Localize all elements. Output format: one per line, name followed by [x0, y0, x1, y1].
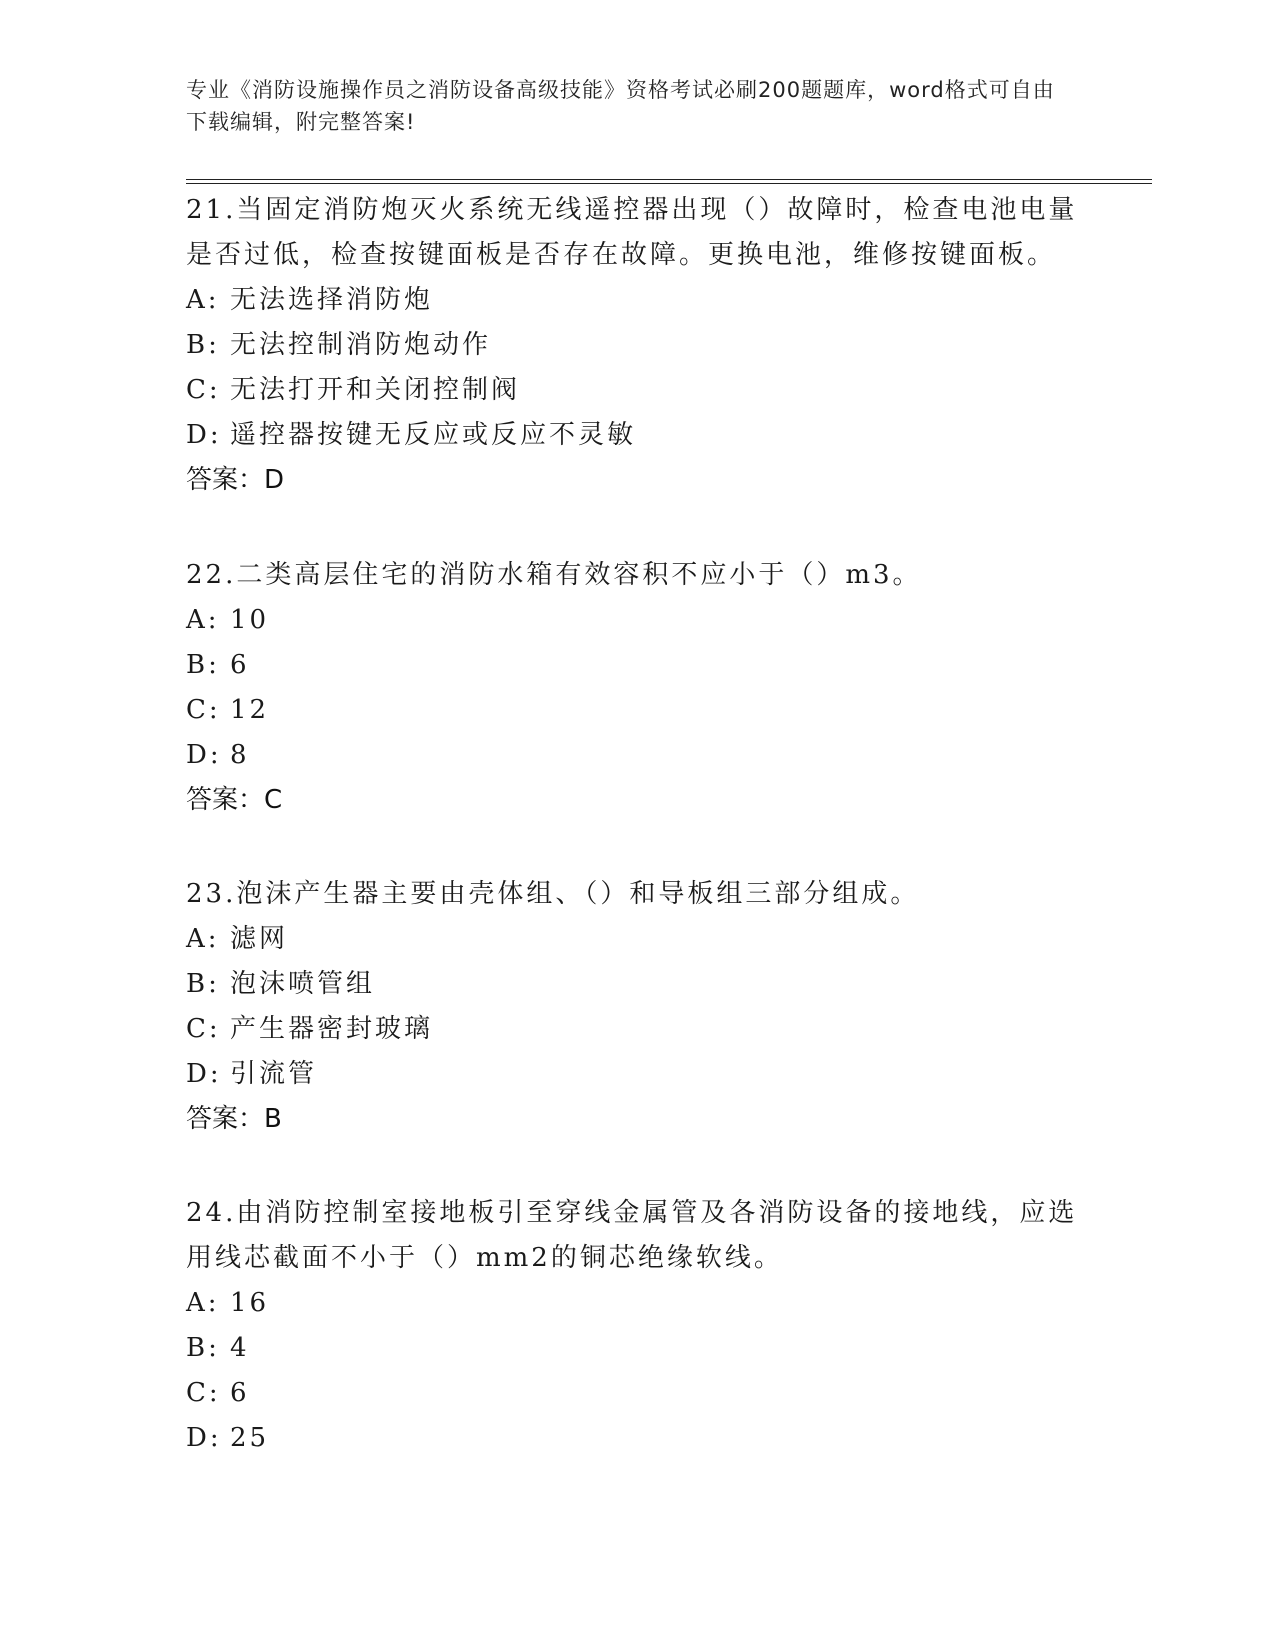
option-letter: C:	[186, 695, 221, 725]
option-b	[186, 643, 1086, 688]
option-text: 无法打开和关闭控制阀	[230, 375, 521, 405]
answer-line: 答案：C	[186, 785, 283, 815]
option-d	[186, 733, 1086, 778]
answer-line: 答案：B	[186, 1104, 282, 1134]
option-letter: D:	[186, 740, 222, 770]
option-a	[186, 278, 1086, 323]
option-text: 6	[230, 1378, 250, 1408]
option-a	[186, 1281, 1086, 1326]
option-text: 6	[230, 650, 250, 680]
header-divider	[186, 179, 1152, 180]
option-text: 4	[230, 1333, 250, 1363]
option-text: 8	[230, 740, 250, 770]
option-letter: A:	[186, 924, 220, 954]
option-b	[186, 1326, 1086, 1371]
question-text: 23.泡沫产生器主要由壳体组、（）和导板组三部分组成。	[186, 879, 920, 909]
option-text: 滤网	[230, 924, 289, 954]
option-letter: B:	[186, 1333, 220, 1363]
option-text: 无法选择消防炮	[230, 285, 434, 315]
option-text: 12	[230, 695, 270, 725]
option-text: 10	[230, 605, 270, 635]
question-22	[186, 553, 1086, 823]
option-d	[186, 1052, 1086, 1097]
option-text: 产生器密封玻璃	[230, 1014, 434, 1044]
option-letter: A:	[186, 605, 220, 635]
option-letter: B:	[186, 650, 220, 680]
option-letter: C:	[186, 1378, 221, 1408]
option-letter: D:	[186, 1423, 222, 1453]
answer-line: 答案：D	[186, 465, 285, 495]
option-c	[186, 1371, 1086, 1416]
question-text: 24.由消防控制室接地板引至穿线金属管及各消防设备的接地线，应选用线芯截面不小于（）mm2的铜芯绝缘软线。	[186, 1198, 1078, 1273]
question-text: 21.当固定消防炮灭火系统无线遥控器出现（）故障时，检查电池电量是否过低，检查按键面板是否存在故障。更换电池，维修按键面板。	[186, 195, 1078, 270]
option-d	[186, 413, 1086, 458]
question-23	[186, 872, 1086, 1142]
document-header: 专业《消防设施操作员之消防设备高级技能》资格考试必刷200题题库，word格式可自由下载编辑，附完整答案!	[186, 78, 1055, 134]
option-text: 无法控制消防炮动作	[230, 330, 492, 360]
option-letter: C:	[186, 1014, 221, 1044]
option-text: 25	[230, 1423, 270, 1453]
option-b	[186, 962, 1086, 1007]
option-b	[186, 323, 1086, 368]
option-letter: A:	[186, 1288, 220, 1318]
option-text: 16	[230, 1288, 270, 1318]
option-a	[186, 598, 1086, 643]
option-letter: B:	[186, 330, 220, 360]
option-letter: D:	[186, 420, 222, 450]
question-text: 22.二类高层住宅的消防水箱有效容积不应小于（）m3。	[186, 560, 922, 590]
option-text: 遥控器按键无反应或反应不灵敏	[230, 420, 637, 450]
option-text: 引流管	[230, 1059, 318, 1089]
option-text: 泡沫喷管组	[230, 969, 376, 999]
option-letter: C:	[186, 375, 221, 405]
option-d	[186, 1416, 1086, 1461]
header-divider	[186, 183, 1152, 184]
question-24	[186, 1191, 1086, 1461]
option-letter: A:	[186, 285, 220, 315]
option-a	[186, 917, 1086, 962]
option-c	[186, 1007, 1086, 1052]
option-c	[186, 368, 1086, 413]
option-c	[186, 688, 1086, 733]
question-21	[186, 188, 1086, 503]
option-letter: B:	[186, 969, 220, 999]
option-letter: D:	[186, 1059, 222, 1089]
